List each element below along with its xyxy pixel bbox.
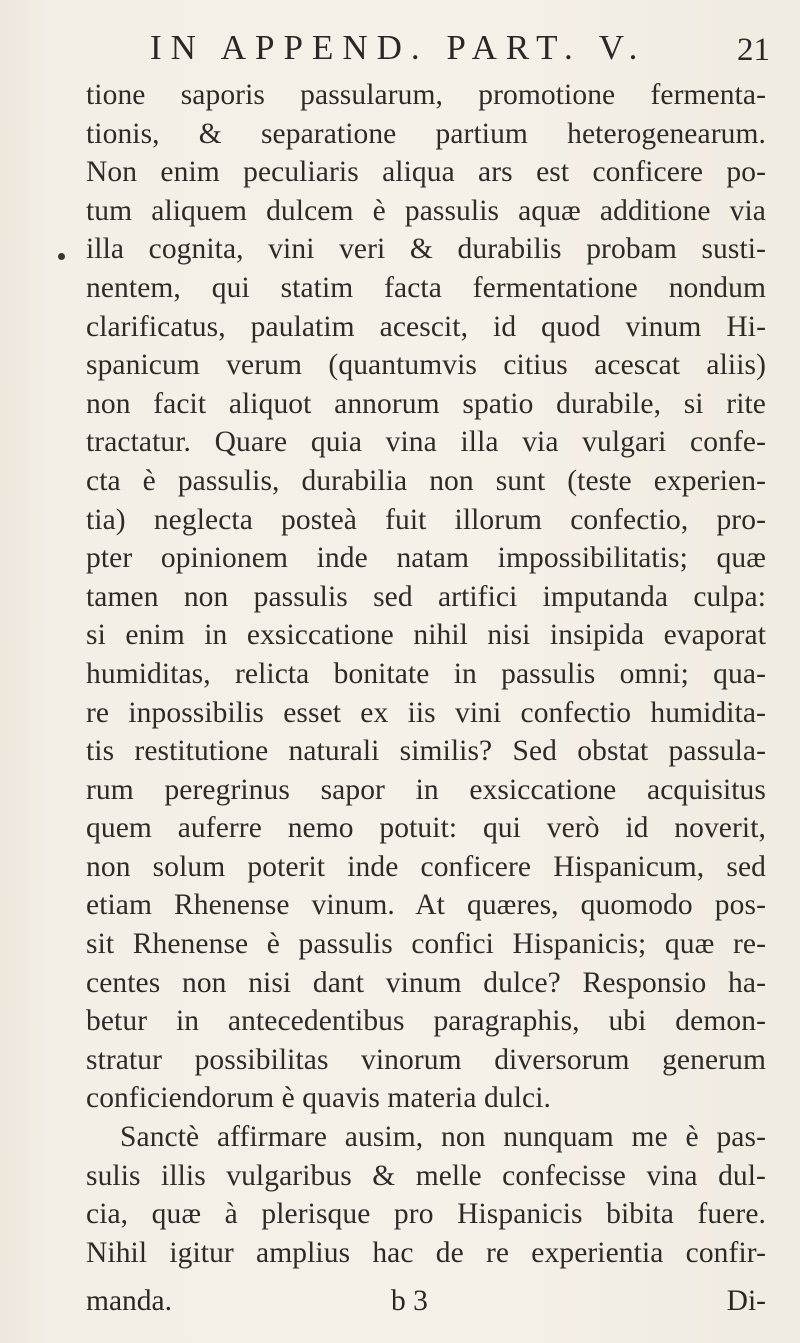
text-line: cta è passulis, durabilia non sunt (teste experien- — [86, 464, 766, 497]
text-line: tia) neglecta posteà fuit illorum confectio, pro- — [86, 503, 766, 536]
text-line: sulis illis vulgaribus & melle confecisse vina dul- — [86, 1159, 766, 1192]
running-head: IN APPEND. PART. V. — [150, 28, 647, 67]
text-line: stratur possibilitas vinorum diversorum generum — [86, 1043, 766, 1076]
text-line: spanicum verum (quantumvis citius acescat aliis) — [86, 349, 766, 382]
text-line: betur in antecedentibus paragraphis, ubi demon- — [86, 1005, 766, 1038]
text-line: Non enim peculiaris aliqua ars est conficere po- — [86, 156, 766, 189]
text-line: tum aliquem dulcem è passulis aquæ additione via — [86, 194, 766, 227]
text-line: Nihil igitur amplius hac de re experientia confir- — [86, 1236, 766, 1269]
catchword: Di- — [726, 1285, 766, 1317]
text-line: pter opinionem inde natam impossibilitatis; quæ — [86, 542, 766, 575]
text-line: sit Rhenense è passulis confici Hispanicis; quæ re- — [86, 928, 766, 961]
text-line: non solum poterit inde conficere Hispanicum, sed — [86, 850, 766, 883]
paragraph-last-line: manda. — [86, 1285, 173, 1317]
page-footer — [86, 1282, 766, 1322]
margin-dot-mark — [58, 253, 65, 260]
text-line: tis restitutione naturali similis? Sed obstat passula- — [86, 735, 766, 768]
text-line: re inpossibilis esset ex iis vini confectio humidita- — [86, 696, 766, 729]
text-line: clarificatus, paulatim acescit, id quod vinum Hi- — [86, 310, 766, 343]
signature-mark: b 3 — [391, 1285, 428, 1317]
text-line: conficiendorum è quavis materia dulci. — [86, 1082, 551, 1115]
text-line: rum peregrinus sapor in exsiccatione acquisitus — [86, 773, 766, 806]
text-line: illa cognita, vini veri & durabilis probam susti- — [86, 233, 766, 266]
text-line: cia, quæ à plerisque pro Hispanicis bibita fuere. — [86, 1198, 766, 1231]
text-line: centes non nisi dant vinum dulce? Responsio ha- — [86, 966, 766, 999]
body-text — [86, 76, 766, 1272]
text-line: quem auferre nemo potuit: qui verò id noverit, — [86, 812, 766, 845]
page-header — [150, 28, 770, 78]
text-line: Sanctè affirmare ausim, non nunquam me è pas- — [120, 1121, 766, 1154]
text-line: nentem, qui statim facta fermentatione nondum — [86, 271, 766, 304]
text-line: non facit aliquot annorum spatio durabile, si rite — [86, 387, 766, 420]
text-line: humiditas, relicta bonitate in passulis omni; qua- — [86, 657, 766, 690]
text-line: tione saporis passularum, promotione fermenta- — [86, 79, 766, 111]
text-line: tamen non passulis sed artifici imputanda culpa: — [86, 580, 766, 613]
text-line: si enim in exsiccatione nihil nisi insipida evaporat — [86, 619, 766, 652]
text-line: tractatur. Quare quia vina illa via vulgari confe- — [86, 426, 766, 459]
text-line: etiam Rhenense vinum. At quæres, quomodo pos- — [86, 889, 766, 922]
page-number: 21 — [737, 32, 770, 68]
text-line: tionis, & separatione partium heterogenearum. — [86, 117, 766, 150]
